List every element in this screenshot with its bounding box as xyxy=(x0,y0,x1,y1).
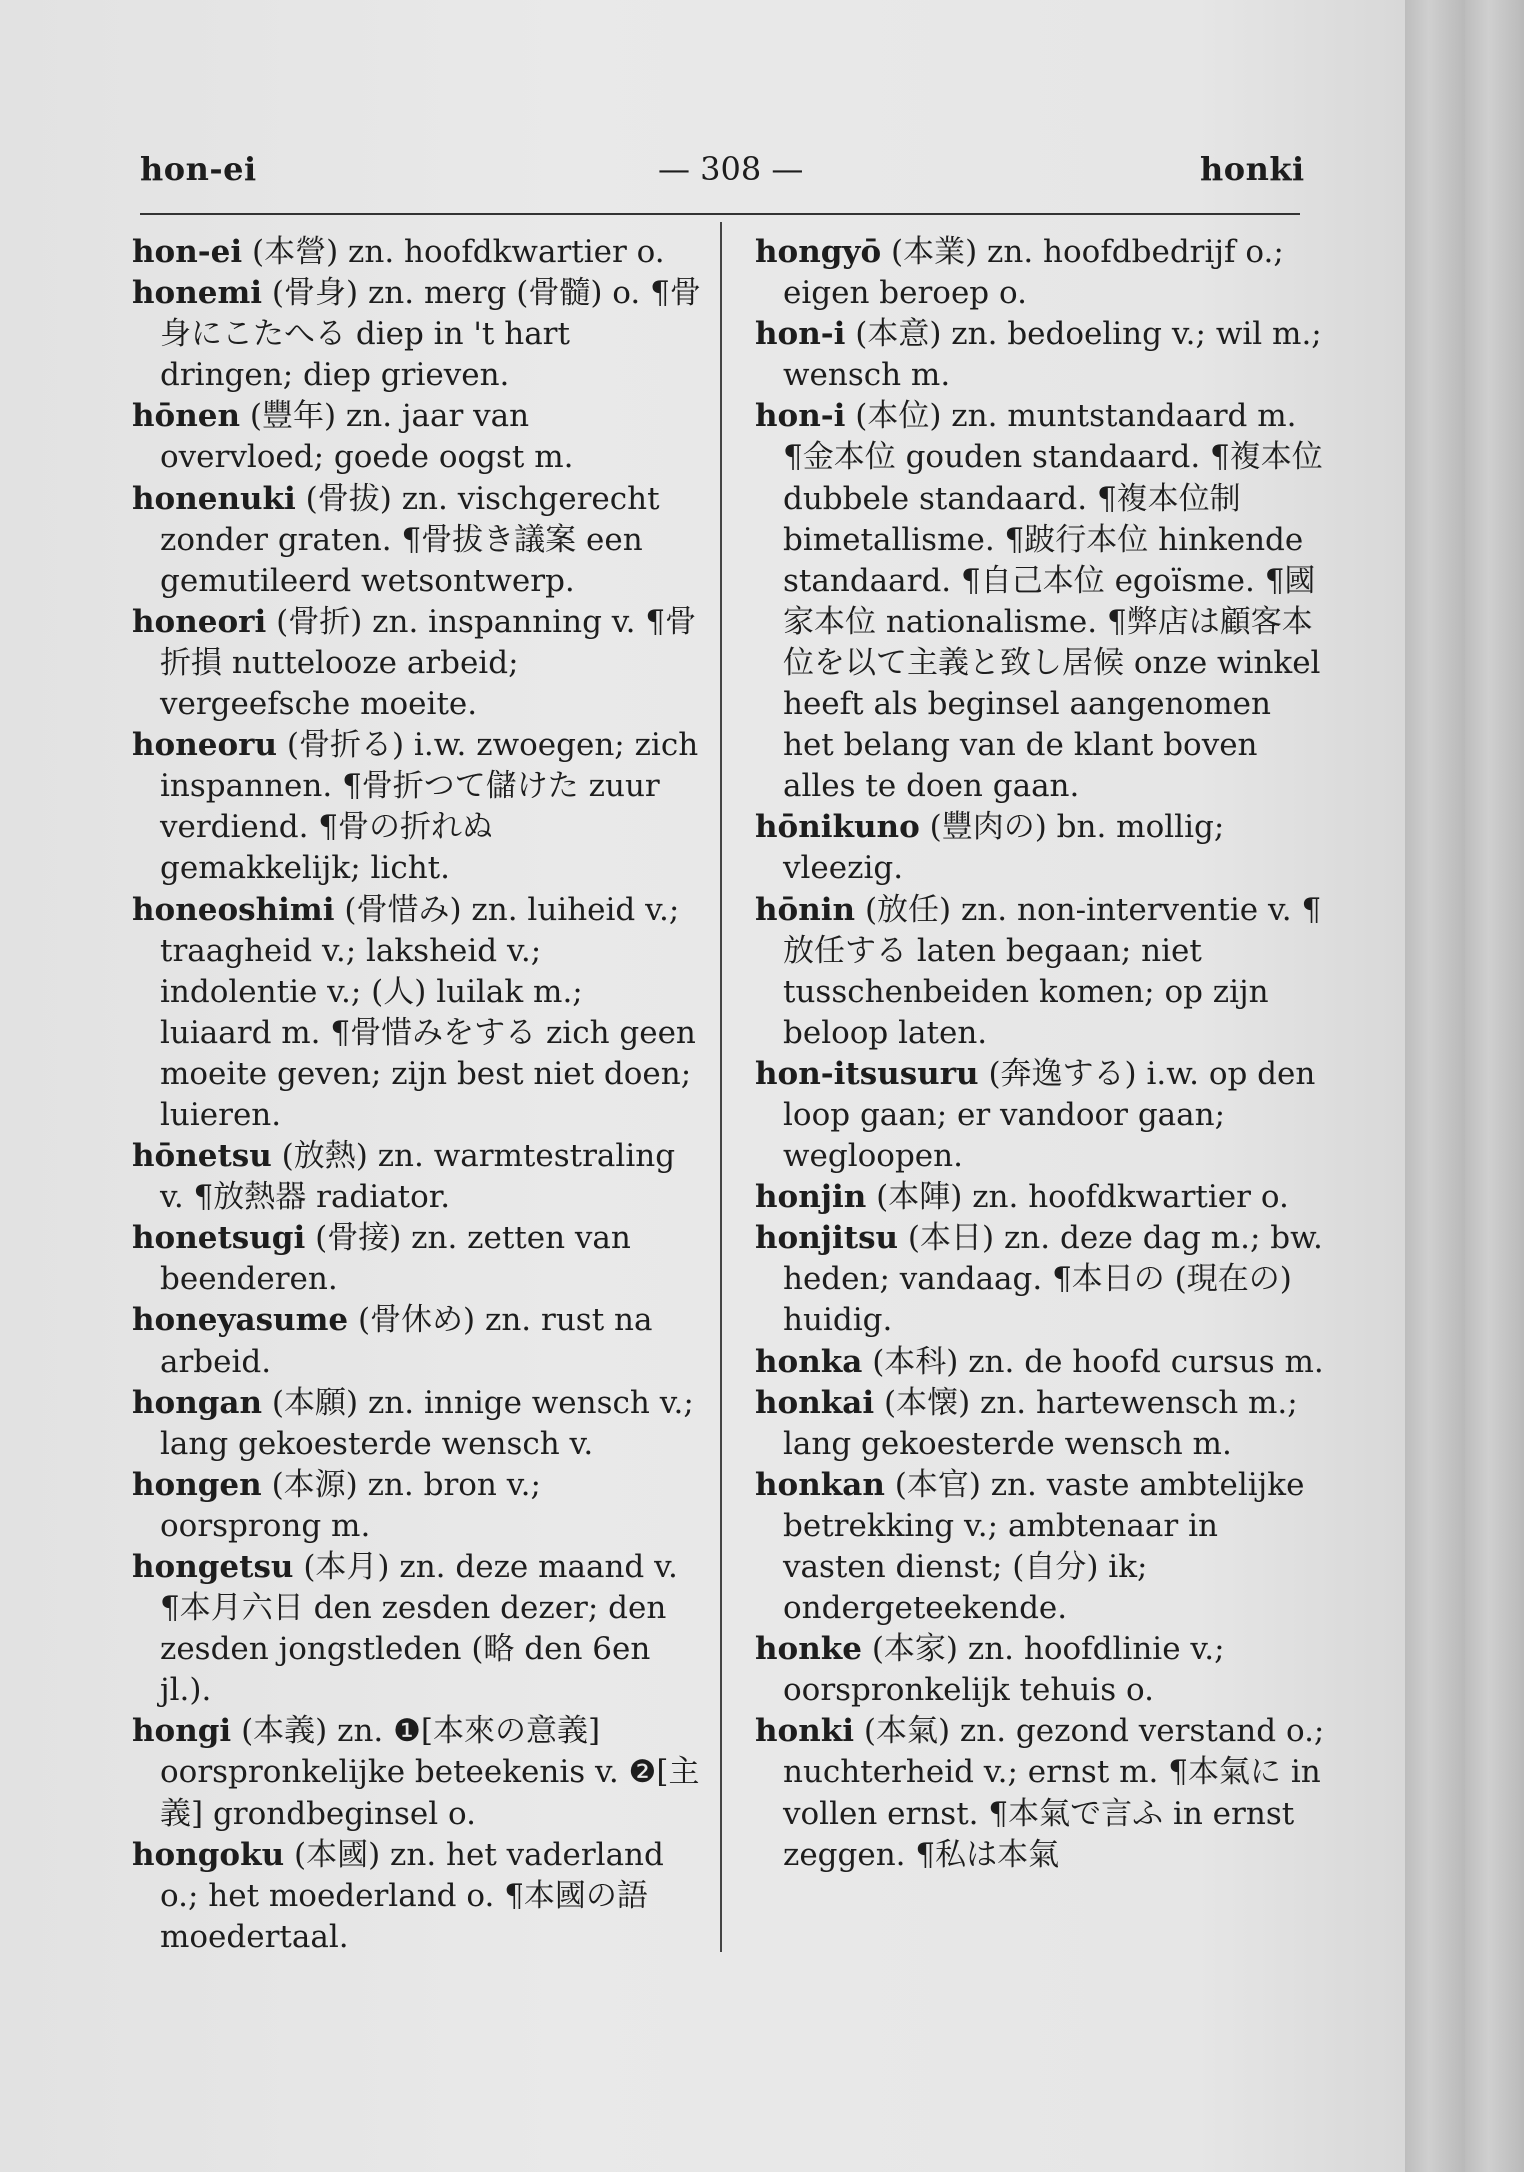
headword: hongoku xyxy=(132,1836,285,1873)
entry-definition: (骨折る) i.w. zwoegen; zich inspannen. ¶骨折つて儲けた zuur verdiend. ¶骨の折れぬ gemakkelijk; licht. xyxy=(160,727,699,887)
dictionary-entry xyxy=(122,1547,702,1711)
entry-definition: (骨休め) zn. rust na arbeid. xyxy=(160,1302,653,1380)
entry-definition: (本意) zn. bedoeling v.; wil m.; wensch m. xyxy=(783,316,1322,394)
right-guide-word: honki xyxy=(1200,150,1305,188)
dictionary-entry xyxy=(745,232,1325,314)
entry-definition: (本官) zn. vaste ambtelijke betrekking v.; ambtenaar in vasten dienst; (自分) ik; ondergeteekende. xyxy=(783,1466,1305,1627)
headword: honjitsu xyxy=(755,1220,899,1257)
entry-definition: (本日) zn. deze dag m.; bw. heden; vandaag. ¶本日の (現在の) huidig. xyxy=(783,1220,1323,1339)
entry-definition: (本源) zn. bron v.; oorsprong m. xyxy=(160,1466,541,1544)
entry-definition: (本氣) zn. gezond verstand o.; nuchterheid v.; ernst m. ¶本氣に in vollen ernst. ¶本氣で言ふ in ernst zeggen. ¶私は本氣 xyxy=(783,1713,1325,1873)
headword: honetsugi xyxy=(132,1220,306,1257)
headword: honkai xyxy=(755,1384,875,1421)
headword: hōnikuno xyxy=(755,809,920,846)
headword: hongyō xyxy=(755,234,882,270)
dictionary-entry xyxy=(122,725,702,889)
headword: honkan xyxy=(755,1466,885,1503)
headword: honemi xyxy=(132,275,263,312)
headword: honeyasume xyxy=(132,1302,349,1339)
headword: honeori xyxy=(132,603,267,640)
dictionary-entry xyxy=(745,1711,1325,1875)
dictionary-entry xyxy=(745,1177,1325,1218)
headword: honeoru xyxy=(132,727,278,764)
dictionary-entry xyxy=(122,396,702,478)
headword: hongen xyxy=(132,1466,262,1503)
page-edge xyxy=(1465,0,1524,2172)
dictionary-entry xyxy=(122,1218,702,1300)
dictionary-entry xyxy=(745,1465,1325,1629)
dictionary-entry xyxy=(745,1383,1325,1465)
entry-definition: (豐年) zn. jaar van overvloed; goede oogst m. xyxy=(160,398,574,476)
dictionary-entry xyxy=(745,1218,1325,1341)
dictionary-entry xyxy=(122,1835,702,1958)
dictionary-entry xyxy=(122,890,702,1137)
dictionary-entry xyxy=(745,1342,1325,1383)
headword: hongan xyxy=(132,1384,263,1421)
headword: hon-itsusuru xyxy=(755,1055,979,1092)
entry-definition: (本家) zn. hoofdlinie v.; oorspronkelijk tehuis o. xyxy=(783,1631,1225,1709)
headword: hongetsu xyxy=(132,1549,294,1585)
entry-definition: (本國) zn. het vaderland o.; het moederland o. ¶本國の語 moedertaal. xyxy=(160,1836,664,1955)
headword: hōnetsu xyxy=(132,1138,272,1175)
entry-definition: (骨接) zn. zetten van beenderen. xyxy=(160,1220,631,1298)
page-edge xyxy=(1405,0,1465,2172)
headword: hon-i xyxy=(755,316,846,353)
left-column xyxy=(122,232,702,1958)
entry-definition: (本願) zn. innige wensch v.; lang gekoesterde wensch v. xyxy=(160,1384,694,1462)
headword: hongi xyxy=(132,1713,232,1750)
entry-definition: (本義) zn. ❶[本來の意義] oorspronkelijke beteekenis v. ❷[主義] grondbeginsel o. xyxy=(160,1713,700,1832)
entry-definition: (骨惜み) zn. luiheid v.; traagheid v.; laksheid v.; indolentie v.; (人) luilak m.; luiaard m. ¶骨惜みをする zich geen moeite geven; zijn best niet doen; luieren. xyxy=(160,891,696,1133)
dictionary-entry xyxy=(122,1300,702,1382)
page-number: — 308 — xyxy=(658,150,804,188)
headword: honenuki xyxy=(132,480,296,517)
dictionary-entry xyxy=(122,1711,702,1834)
dictionary-entry xyxy=(122,232,702,273)
entry-definition: (本懐) zn. hartewensch m.; lang gekoesterde wensch m. xyxy=(783,1384,1298,1462)
column-divider xyxy=(720,222,722,1952)
dictionary-entry xyxy=(122,602,702,725)
headword: honka xyxy=(755,1343,863,1380)
dictionary-entry xyxy=(745,314,1325,396)
entry-definition: (骨折) zn. inspanning v. ¶骨折損 nuttelooze arbeid; vergeefsche moeite. xyxy=(160,603,697,723)
dictionary-entry xyxy=(122,1383,702,1465)
headword: honeoshimi xyxy=(132,891,335,928)
headword: hon-ei xyxy=(132,234,243,270)
header-rule xyxy=(140,213,1300,215)
dictionary-entry xyxy=(122,273,702,396)
left-guide-word: hon-ei xyxy=(140,150,257,188)
dictionary-entry xyxy=(122,479,702,602)
dictionary-entry xyxy=(122,1465,702,1547)
headword: honke xyxy=(755,1631,862,1668)
entry-definition: (本月) zn. deze maand v. ¶本月六日 den zesden dezer; den zesden jongstleden (略 den 6en jl.). xyxy=(160,1549,678,1709)
entry-definition: (放熱) zn. warmtestraling v. ¶放熱器 radiator. xyxy=(160,1138,676,1216)
headword: honjin xyxy=(755,1179,867,1216)
dictionary-entry xyxy=(745,1054,1325,1177)
entry-definition: (本科) zn. de hoofd cursus m. xyxy=(872,1343,1324,1380)
entry-definition: (本陣) zn. hoofdkwartier o. xyxy=(876,1179,1289,1216)
dictionary-entry xyxy=(745,807,1325,889)
dictionary-entry xyxy=(745,396,1325,807)
dictionary-entry xyxy=(745,1629,1325,1711)
headword: hon-i xyxy=(755,398,846,435)
headword: honki xyxy=(755,1713,855,1750)
entry-definition: (骨拔) zn. vischgerecht zonder graten. ¶骨拔き議案 een gemutileerd wetsontwerp. xyxy=(160,480,660,599)
entry-definition: (奔逸する) i.w. op den loop gaan; er vandoor gaan; wegloopen. xyxy=(783,1055,1316,1175)
entry-definition: (放任) zn. non-interventie v. ¶放任する laten begaan; niet tusschenbeiden komen; op zijn beloop laten. xyxy=(783,891,1322,1051)
right-column xyxy=(745,232,1325,1876)
entry-definition: (骨身) zn. merg (骨髓) o. ¶骨身にこたへる diep in 't hart dringen; diep grieven. xyxy=(160,275,701,394)
dictionary-entry xyxy=(122,1136,702,1218)
dictionary-entry xyxy=(745,890,1325,1054)
entry-definition: (本位) zn. muntstandaard m. ¶金本位 gouden standaard. ¶複本位 dubbele standaard. ¶複本位制 bimetallisme. ¶跛行本位 hinkende standaard. ¶自己本位 egoïsme. ¶國家本位 nationalisme. ¶弊店は顧客本位を以て主義と致し居候 onze winkel heeft als beginsel aangenomen het belang van de klant boven alles te doen gaan. xyxy=(783,398,1323,805)
entry-definition: (本營) zn. hoofdkwartier o. xyxy=(251,234,665,270)
entry-definition: (本業) zn. hoofdbedrijf o.; eigen beroep o. xyxy=(783,234,1284,312)
headword: hōnin xyxy=(755,891,856,928)
entry-definition: (豐肉の) bn. mollig; vleezig. xyxy=(783,809,1225,887)
headword: hōnen xyxy=(132,398,241,435)
